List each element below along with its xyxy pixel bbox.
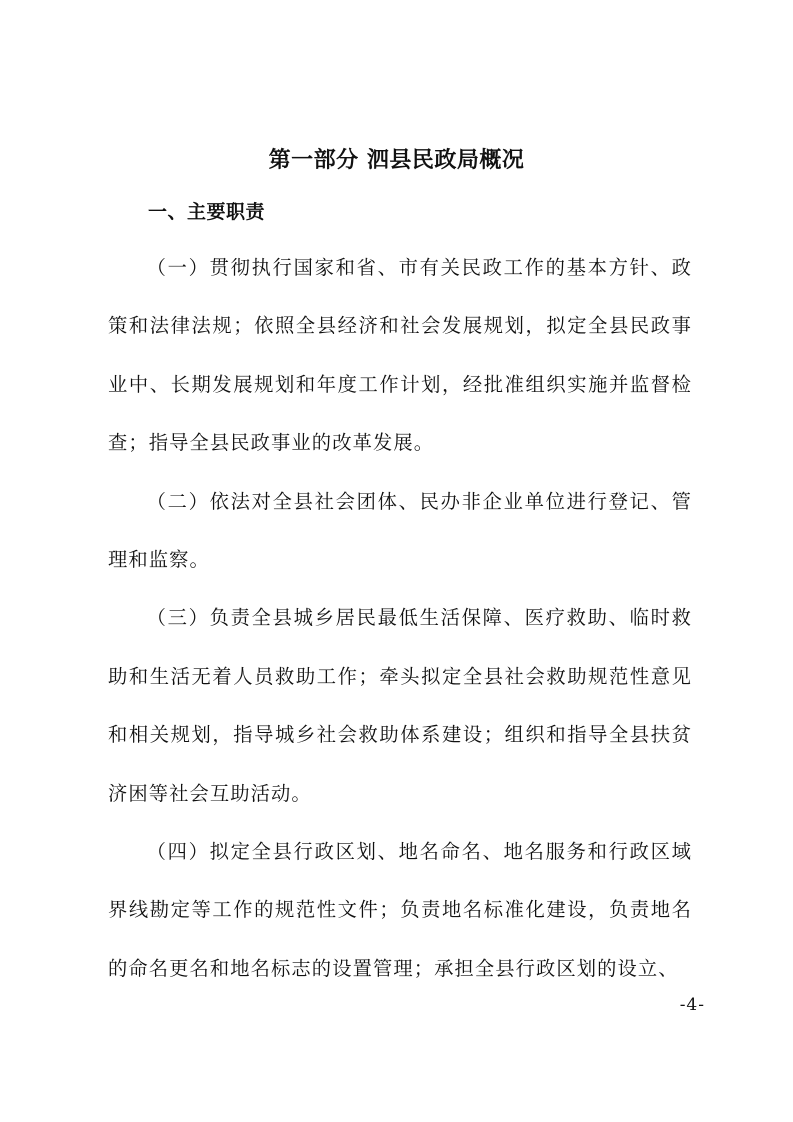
- paragraph-4: （四）拟定全县行政区划、地名命名、地名服务和行政区域界线勘定等工作的规范性文件；负责地名标准化建设，负责地名的命名更名和地名标志的设置管理；承担全县行政区划的设立、: [108, 840, 692, 980]
- section-heading: 一、主要职责: [148, 201, 266, 223]
- page-title: 第一部分 泗县民政局概况: [268, 148, 525, 173]
- paragraph-1: （一）贯彻执行国家和省、市有关民政工作的基本方针、政策和法律法规；依照全县经济和社会发展规划，拟定全县民政事业中、长期发展规划和年度工作计划，经批准组织实施并监督检查；指导全县民政事业的改革发展。: [108, 256, 692, 455]
- paragraph-2: （二）依法对全县社会团体、民办非企业单位进行登记、管理和监察。: [108, 489, 692, 572]
- body-text: [108, 239, 692, 998]
- paragraph-3: （三）负责全县城乡居民最低生活保障、医疗救助、临时救助和生活无着人员救助工作；牵头拟定全县社会救助规范性意见和相关规划，指导城乡社会救助体系建设；组织和指导全县扶贫济困等社会互助活动。: [108, 606, 692, 805]
- page-number: -4-: [679, 995, 705, 1015]
